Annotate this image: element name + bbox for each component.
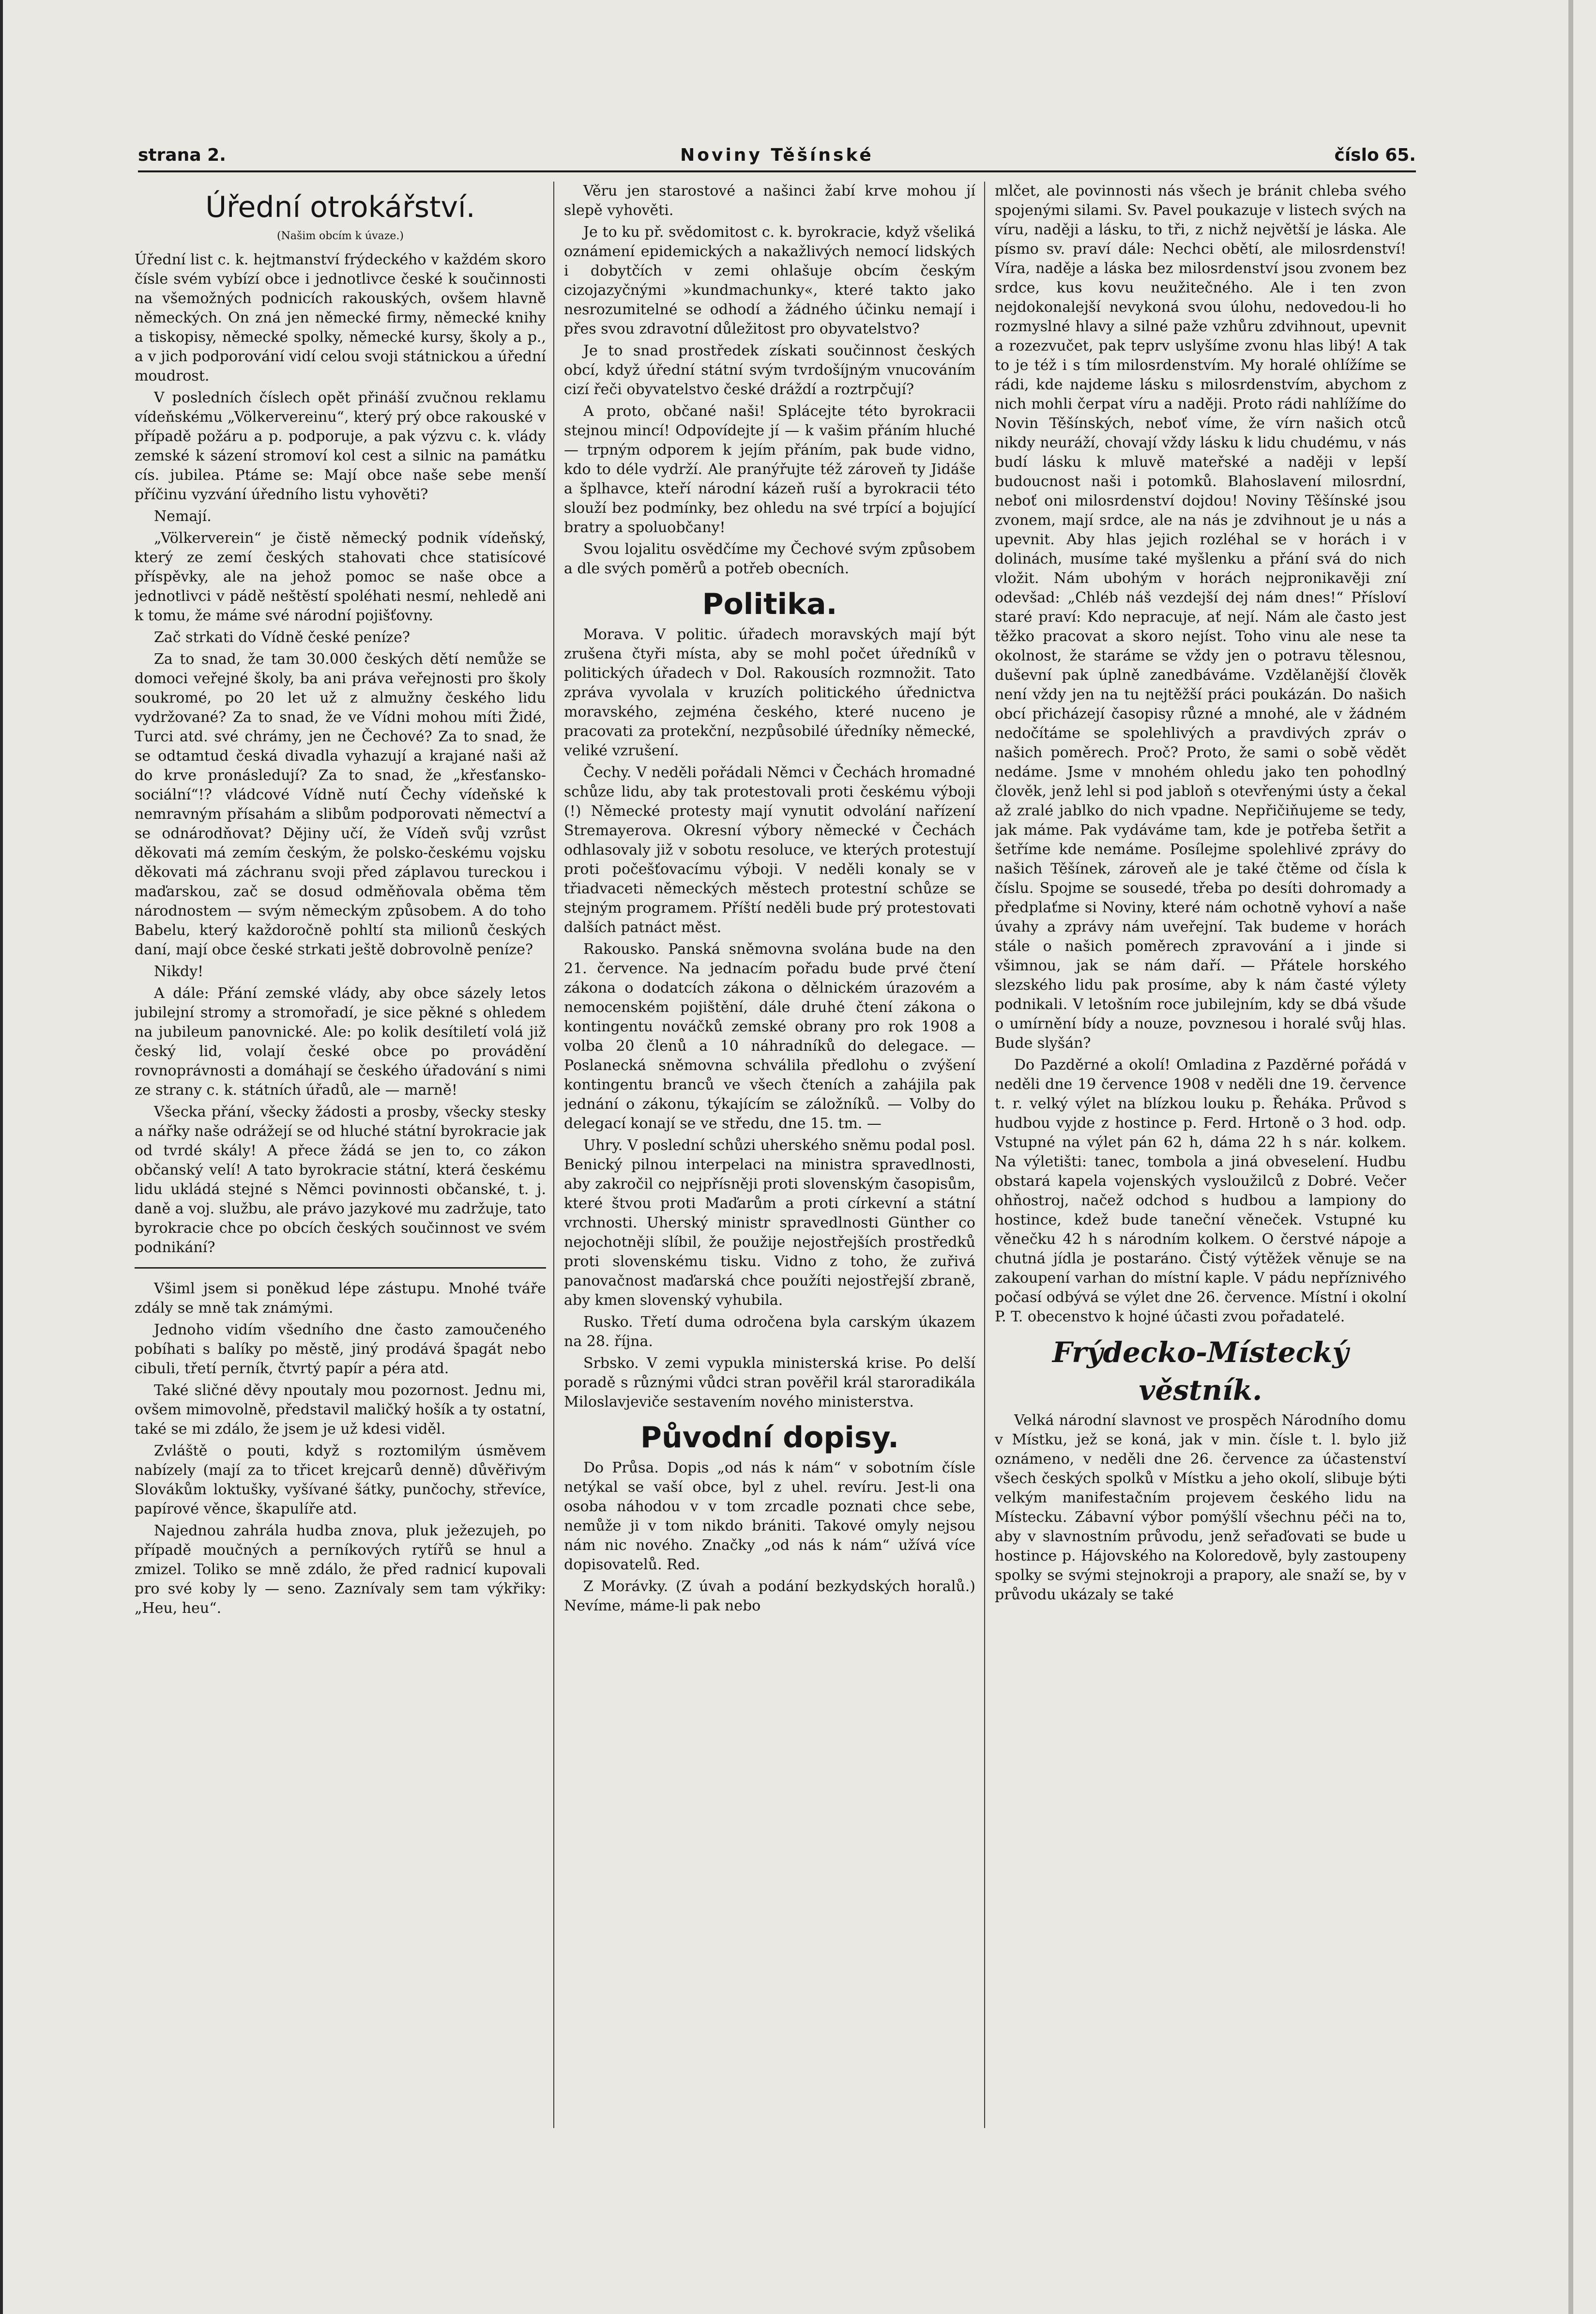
article-subtitle: (Našim obcím k úvaze.) — [277, 230, 404, 242]
letter-item: Do Průsa. Dopis „od nás k nám“ v sobotním čísle netýkal se vaší obce, byl z uhel. revíru. Jest-li ona osoba náhodou v v tom zrcadle poznati chce sebe, nemůže ji v tom nikdo brániti. Takové omyly nejsou nám nic nového. Značky „od nás k nám“ užívá více dopisovatelů. Red. — [564, 1459, 975, 1573]
paragraph: Za to snad, že tam 30.000 českých dětí nemůže se domoci veřejné školy, ba ani práva veřejnosti pro školy soukromé, po 20 let už z almužny českého lidu vydržované? Za to snad, že ve Vídni mohou míti Židé, Turci atd. své chrámy, jen ne Čechové? Za to snad, že se odtamtud česká divadla vyhazují a krajané naši až do krve pronásledují? Za to snad, že „křesťansko-sociální“!? vládcové Vídně nutí Čechy vídeňské k nemravným přísahám a slibům podporovati němectví a se odnárodňovat? Dějiny učí, že Vídeň svůj vzrůst děkovati má zemím českým, že polsko-českému vojsku děkovati má záchranu svoji před záplavou tureckou i maďarskou, zač se dosud odměňovala oběma těm národnostem — svým německým způsobem. A do toho Babelu, který každoročně pohltí sta milionů českých daní, mají obce české strkati ještě dobrovolně peníze? — [135, 651, 546, 958]
section-title-dopisy: Původní dopisy. — [640, 1421, 899, 1455]
column-2 — [564, 182, 975, 2138]
scan-edge-left — [0, 0, 3, 2314]
paragraph: Nikdy! — [154, 963, 204, 980]
paragraph: „Völkerverein“ je čistě německý podnik vídeňský, který ze zemí českých stahovati chce statisícové příspěvky, ale na jehož pomoc se naše obce a jednotlivci v pádě neštěstí spoléhati nesmí, nehledě ani k tomu, že máme své národní pojišťovny. — [135, 530, 546, 624]
paragraph: Zač strkati do Vídně české peníze? — [154, 629, 410, 646]
feuilleton-paragraph: Zvláště o pouti, když s roztomilým úsměvem nabízely (mají za to třicet krejcarů denně) důvěřivým Slovákům loktušky, vyšívané šátky, punčochy, střevíce, papírové věnce, škapulíře atd. — [135, 1442, 546, 1517]
paragraph: V posledních číslech opět přináší zvučnou reklamu vídeňskému „Völkervereinu“, který prý obce rakouské v případě požáru a p. podporuje, a pak výzvu c. k. vlády zemské k sázení stromoví kol cest a silnic na památku cís. jubilea. Ptáme se: Mají obce naše sebe menší příčinu vyzvání úředního listu vyhověti? — [135, 389, 546, 503]
paragraph: Je to ku př. svědomitost c. k. byrokracie, když všeliká oznámení epidemických a nakažlivých nemocí lidských i dobytčích v zemi ohlašuje obcím českým cizojazyčnými »kundmachunky«, které takto jako nesrozumitelné se odhodí a žádného účinku nemají i přes svou zdravotní důležitost pro obyvatelstvo? — [564, 224, 975, 337]
section-divider — [135, 1267, 546, 1269]
paragraph: A dále: Přání zemské vlády, aby obce sázely letos jubilejní stromy a stromořadí, je sice pěkné s ohledem na jubileum panovnické. Ale: po kolik desítiletí volá již český lid, volají české obce po provádění rovnoprávnosti a domáhají se českého úřadování s nimi ze strany c. k. státních úřadů, ale — marně! — [135, 985, 546, 1099]
news-item: Velká národní slavnost ve prospěch Národního domu v Místku, jež se koná, jak v min. čísle t. l. bylo již oznámeno, v neděli dne 26. července za účastenství všech českých spolků v Místku a jeho okolí, slibuje býti velkým manifestačním projevem českého lidu na Místecku. Zábavní výbor pomýšlí všechnu péči na to, aby v slavnostním průvodu, jenž seřaďovati se bude u hostince p. Hájovského na Koloredově, byly zastoupeny spolky se svými stejnokroji a prapory, ale snaží se, by v průvodu ukázaly se také — [995, 1412, 1406, 1603]
column-3 — [995, 182, 1406, 2138]
paragraph: Svou lojalitu osvědčíme my Čechové svým způsobem a dle svých poměrů a potřeb obecních. — [564, 541, 975, 577]
paragraph: Nemají. — [154, 508, 212, 525]
header-rule — [138, 170, 1416, 172]
news-item: Morava. V politic. úřadech moravských mají být zrušena čtyři místa, aby se mohl počet úředníků v politických úřadech v Dol. Rakousích rozmnožit. Tato zpráva vyvolala v kruzích politického úřednictva moravského, zejména českého, které nuceno je pracovati za protekční, nezpůsobilé úředníky německé, veliké vzrušení. — [564, 626, 975, 759]
page-header — [138, 145, 1416, 165]
news-item: Čechy. V neděli pořádali Němci v Čechách hromadné schůze lidu, aby tak protestovali proti českému výboji (!) Německé protesty mají vynutit odvolání nařízení Stremayerova. Okresní výbory německé v Čechách odhlasovaly již v sobotu resoluce, ve kterých protestují proti počešťovacímu výboji. V neděli konaly se v třiadvaceti německých městech protestní schůze se stejným programem. Příští neděli bude prý protestovati dalších patnáct měst. — [564, 764, 975, 936]
section-title-vestnik: Frýdecko-Místecký věstník. — [1052, 1336, 1349, 1407]
feuilleton-paragraph: Jednoho vidím všedního dne často zamoučeného pobíhati s balíky po městě, jiný prodává špagát nebo cibuli, třetí perník, čtvrtý papír a péra atd. — [135, 1321, 546, 1377]
paragraph: Do Pazděrné a okolí! Omladina z Pazděrné pořádá v neděli dne 19 července 1908 v neděli dne 19. července t. r. velký výlet na blízkou louku p. Řeháka. Průvod s hudbou vyjde z hostince p. Ferd. Hrtoně o 3 hod. odp. Vstupné na výlet pán 62 h, dáma 22 h s nár. kolkem. Na výletišti: tanec, tombola a jiná obveselení. Hudbu obstará kapela vojenských vysloužilců z Dobré. Večer ohňostroj, načež odchod s hudbou a lampiony do hostince, kdež bude taneční věneček. Vstupné ku věnečku 42 h s národním kolkem. O čerstvé nápoje a chutná jídla je postaráno. Čistý výtěžek věnuje se na zakoupení varhan do místní kaple. V pádu nepříznivého počasí odbývá se výlet dne 26. července. Místní i okolní P. T. obecenstvo k hojné účasti zvou pořadatelé. — [995, 1057, 1406, 1325]
paragraph: Všecka přání, všecky žádosti a prosby, všecky stesky a nářky naše odrážejí se od hluché státní byrokracie jak od tvrdé skály! A přece žádá se jen to, co zákon občanský velí! A tato byrokracie státní, která českému lidu ukládá stejné s Němci povinnosti občanské, t. j. daně a voj. službu, ale právo jazykové mu zadržuje, tato byrokracie chce po obcích českých součinnost ve svém podnikání? — [135, 1103, 546, 1256]
article-title-otrokarstvi: Úřední otrokářství. — [205, 190, 475, 224]
newspaper-title: Noviny Těšínské — [680, 145, 874, 165]
column-separator-2 — [984, 182, 985, 2128]
news-item: Uhry. V poslední schůzi uherského sněmu podal posl. Benický pilnou interpelaci na ministra spravedlnosti, aby zakročil co nejpřísněji proti slovenským časopisům, které štvou proti Maďarům a proti církevní a státní vrchnosti. Uherský ministr spravedlnosti Günther co nejochotněji slíbil, že použije nejostřejších prostředků proti slovenskému tisku. Vidno z toho, že zuřivá panovačnost maďarská chce použíti nejostřejší zbraně, aby kmen slovenský vyhubila. — [564, 1137, 975, 1309]
page-number: strana 2. — [138, 145, 226, 165]
paragraph: Úřední list c. k. hejtmanství frýdeckého v každém skoro čísle svém vybízí obce i jednotlivce české k součinnosti na všemožných podnicích rakouských, ovšem hlavně německých. On zná jen německé firmy, německé knihy a tiskopisy, německé spolky, německé kursy, školy a p., a v jich podporování vidí celou svoji státnickou a úřední moudrost. — [135, 251, 546, 384]
feuilleton-paragraph: Také sličné děvy npoutaly mou pozornost. Jednu mi, ovšem mimovolně, představil maličký hošík a ty ostatní, také se mi zdálo, že jsem je už kdesi viděl. — [135, 1382, 546, 1438]
paragraph: A proto, občané naši! Splácejte této byrokracii stejnou mincí! Odpovídejte jí — k vašim přáním hluché — trpným odporem k jejím přáním, pak bude vidno, kdo to déle vydrží. Ale pranýřujte též zároveň ty Jidáše a šplhavce, kteří národní kázeň ruší a byrokracii této slouží bez podmínky, bez ohledu na své trpící a bojující bratry a spoluobčany! — [564, 403, 975, 536]
column-1 — [135, 182, 546, 2138]
section-title-politika: Politika. — [702, 587, 837, 621]
paragraph: Je to snad prostředek získati součinnost českých obcí, když úřední státní svým tvrdošíjným vnucováním cizí řeči obyvatelstvo české dráždí a roztrpčují? — [564, 342, 975, 398]
news-item: Rusko. Třetí duma odročena byla carským úkazem na 28. října. — [564, 1314, 975, 1350]
issue-number: číslo 65. — [1334, 145, 1416, 165]
paragraph: Věru jen starostové a našinci žabí krve mohou jí slepě vyhověti. — [564, 183, 975, 219]
news-item: Rakousko. Panská sněmovna svolána bude na den 21. července. Na jednacím pořadu bude prvé čtení zákona o dodatcích zákona o dělnickém úrazovém a nemocenském pojištění, dále druhé čtení zákona o kontingentu nováčků zemské obrany pro rok 1908 a volba 20 členů a 10 náhradníků do delegace. — Poslanecká sněmovna schválila předlohu o zvýšení kontingentu branců ve všech čteních a zahájila pak jednání o zákonu, týkajícím se záložníků. — Volby do delegací konají se ve středu, dne 15. tm. — — [564, 941, 975, 1132]
paragraph: mlčet, ale povinnosti nás všech je bránit chleba svého spojenými silami. Sv. Pavel poukazuje v listech svých na víru, naději a lásku, to tři, z nichž největší je láska. Ale písmo sv. praví dále: Nechci obětí, ale milosrdenství! Víra, naděje a láska bez milosrdenství jsou zvonem bez srdce, kus kovu neužitečného. Ale i ten zvon nejdokonalejší nevykoná svou úlohu, nedovedou-li ho rozmyslné hlavy a silné paže vzhůru zdvihnout, upevnit a rozezvučet, pak teprv uslyšíme zvonu hlas libý! A tak to je též i s tím milosrdenstvím. My horalé ohlížíme se rádi, kde najdeme lásku s milosrdenstvím, abychom z nich mohli čerpat víru a naději. Proto rádi nahlížíme do Novin Těšínských, neboť víme, že vírn našich otců nikdy neuráží, chovají vždy lásku k lidu chudému, v nás budí lásku k mluvě mateřské a naději v lepší budoucnost naši i potomků. Blahoslavení milosrdní, neboť oni milosrdenství dojdou! Noviny Těšínské jsou zvonem, mají srdce, ale na nás je zdvihnout je u nás a upevnit. Aby hlas jejich rozléhal se v horách i v dolinách, musíme také myšlenku a přání svá do nich vložit. Nám ubohým v horách nejpronikavěji zní odevšad: „Chléb náš vezdejší dej nám dnes!“ Přísloví staré praví: Kdo nepracuje, ať nejí. Nám ale často jest těžko pracovat a skoro nejíst. Toho vinu ale nese ta okolnost, že staráme se vždy jen o potravu tělesnou, duševní pak úplně zanedbáváme. Vzdělanější člověk není vždy jen na tu nejtěžší práci poukázán. Do našich obcí přicházejí časopisy různé a mnohé, ale v žádném nedočítáme se spolehlivých a pravdivých zpráv o našich poměrech. Proč? Proto, že sami o sobě vědět nedáme. Jsme v mnohém ohledu jako ten pohodlný člověk, jenž lehl si pod jabloň s otevřenými ústy a čekal až zralé jablko do nich vpadne. Nepřičiňujeme se tedy, jak máme. Pak vydáváme tam, kde je potřeba šetřit a šetříme kde nemáme. Posílejme spolehlivé zprávy do našich Těšínek, zároveň ale je také čtěme od čísla k číslu. Spojme se sousedé, třeba po desíti dohromady a předplaťme si Noviny, které nám ochotně vyhoví a naše úvahy a zprávy nám uveřejní. Tak budeme v horách stále o našich poměrech zpravování a i jinde si všimnou, jak se nám daří. — Přátele horského slezského lidu pak prosíme, aby k nám časté výlety podnikali. V letošním roce jubilejním, kdy se dbá všude o umírnění bídy a nouze, povznesou i horalé svůj hlas. Bude slyšán? — [995, 183, 1406, 1052]
column-separator-1 — [553, 182, 554, 2128]
letter-item: Z Morávky. (Z úvah a podání bezkydských horalů.) Nevíme, máme-li pak nebo — [564, 1578, 975, 1614]
feuilleton-paragraph: Najednou zahrála hudba znova, pluk ježezujeh, po případě moučných a perníkových rytířů se hnul a zmizel. Toliko se mně zdálo, že před radnicí kupovali pro své koby ly — seno. Zaznívaly sem tam výkřiky: „Heu, heu“. — [135, 1522, 546, 1617]
scan-edge-right — [1568, 0, 1573, 2314]
news-item: Srbsko. V zemi vypukla ministerská krise. Po delší poradě s různými vůdci stran pověřil král staroradikála Miloslavjeviče sestavením nového ministerstva. — [564, 1355, 975, 1410]
feuilleton-paragraph: Všiml jsem si poněkud lépe zástupu. Mnohé tváře zdály se mně tak známými. — [135, 1280, 546, 1317]
